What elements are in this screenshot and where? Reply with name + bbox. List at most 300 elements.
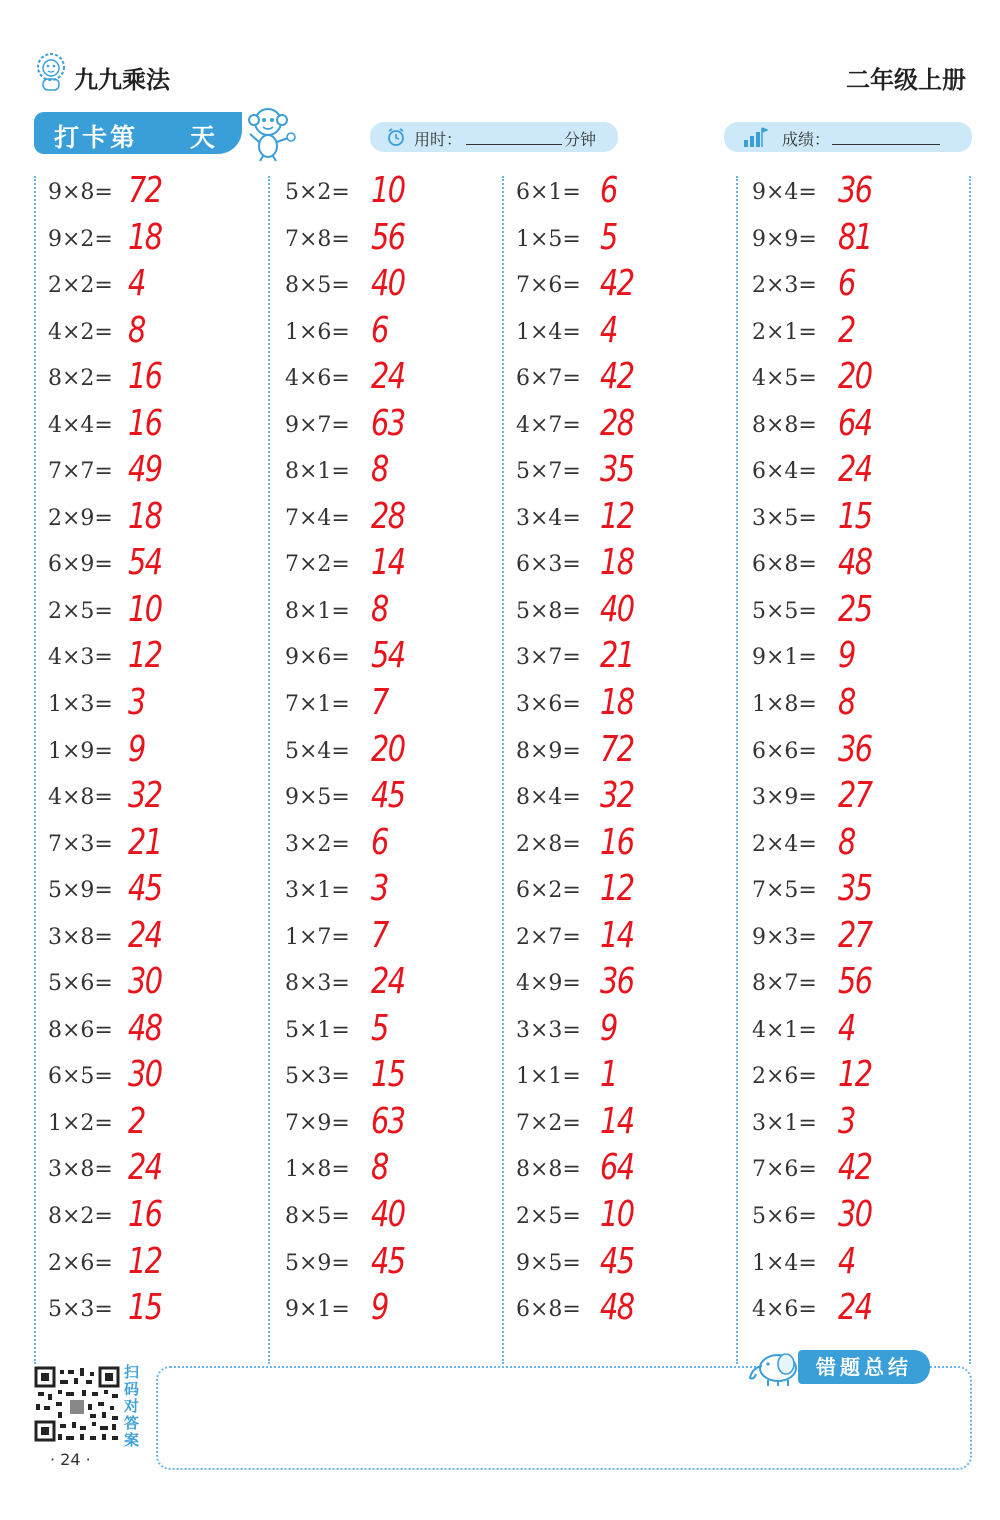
problem-row <box>516 172 738 219</box>
alarm-clock-icon <box>386 127 406 147</box>
problem-row <box>752 265 974 312</box>
problem-row <box>48 1289 270 1336</box>
problem-equation: 9×7= <box>285 412 350 438</box>
problem-equation: 4×3= <box>48 645 113 671</box>
handwritten-answer: 48 <box>600 1287 634 1329</box>
handwritten-answer: 40 <box>371 263 405 305</box>
problem-equation: 1×4= <box>752 1250 817 1276</box>
problem-row <box>516 1196 738 1243</box>
handwritten-answer: 49 <box>128 449 162 491</box>
problem-row <box>516 402 738 452</box>
problem-equation: 2×8= <box>516 831 581 857</box>
handwritten-answer: 10 <box>128 588 162 630</box>
problem-row <box>752 777 974 824</box>
problem-equation: 5×8= <box>516 598 581 624</box>
problem-equation: 2×5= <box>516 1204 581 1230</box>
problem-row <box>285 265 507 312</box>
handwritten-answer: 72 <box>600 728 634 770</box>
handwritten-answer: 18 <box>600 682 634 724</box>
elephant-mascot-icon <box>746 1348 804 1388</box>
handwritten-answer: 6 <box>838 263 855 305</box>
problem-row <box>516 963 738 1010</box>
handwritten-answer: 72 <box>128 170 162 211</box>
problem-row <box>285 1289 507 1336</box>
problem-equation: 5×9= <box>48 878 113 904</box>
handwritten-answer: 24 <box>371 356 405 398</box>
problem-row <box>48 402 270 452</box>
problem-equation: 3×8= <box>48 1157 113 1183</box>
problem-equation: 6×6= <box>752 738 817 764</box>
problem-row <box>752 544 974 591</box>
handwritten-answer: 3 <box>371 868 388 910</box>
problem-equation: 9×1= <box>752 645 817 671</box>
handwritten-answer: 4 <box>128 263 145 305</box>
problem-equation: 6×9= <box>48 552 113 578</box>
problem-row <box>285 495 507 545</box>
handwritten-answer: 45 <box>371 775 405 817</box>
problem-row <box>48 358 270 405</box>
problem-row <box>48 637 270 684</box>
handwritten-answer: 8 <box>838 682 855 724</box>
handwritten-answer: 14 <box>600 914 634 956</box>
problem-row <box>516 358 738 405</box>
problem-equation: 4×6= <box>285 366 350 392</box>
problem-equation: 1×7= <box>285 924 350 950</box>
problem-row <box>516 1100 738 1150</box>
handwritten-answer: 8 <box>371 588 388 630</box>
problem-row <box>752 495 974 545</box>
problem-equation: 9×1= <box>285 1297 350 1323</box>
checkin-banner <box>34 112 242 154</box>
handwritten-answer: 8 <box>838 821 855 863</box>
handwritten-answer: 56 <box>838 961 872 1003</box>
handwritten-answer: 1 <box>600 1054 617 1096</box>
problem-row <box>285 216 507 266</box>
handwritten-answer: 7 <box>371 914 388 956</box>
problem-column-4 <box>752 172 974 1336</box>
problem-equation: 7×9= <box>285 1110 350 1136</box>
time-blank[interactable] <box>466 126 562 145</box>
handwritten-answer: 12 <box>128 1240 162 1282</box>
problem-row <box>285 1149 507 1196</box>
problem-column-2 <box>285 172 507 1336</box>
problem-row <box>48 451 270 498</box>
handwritten-answer: 12 <box>600 868 634 910</box>
handwritten-answer: 6 <box>371 309 388 351</box>
problem-equation: 1×8= <box>752 692 817 718</box>
problem-equation: 5×7= <box>516 459 581 485</box>
problem-row <box>752 1196 974 1243</box>
problem-row <box>752 451 974 498</box>
scan-answer-text: 扫码对答案 <box>124 1363 140 1449</box>
problem-equation: 9×8= <box>48 180 113 205</box>
problem-row <box>48 963 270 1010</box>
problem-equation: 4×2= <box>48 319 113 345</box>
problem-row <box>48 1149 270 1196</box>
problem-row <box>48 1240 270 1290</box>
problem-row <box>285 402 507 452</box>
mistake-summary-label: 错题总结 <box>798 1350 930 1384</box>
problem-row <box>752 172 974 219</box>
problem-row <box>48 1196 270 1243</box>
problem-equation: 6×5= <box>48 1064 113 1090</box>
problem-row <box>752 684 974 731</box>
problem-equation: 9×6= <box>285 645 350 671</box>
problem-row <box>285 1056 507 1103</box>
problem-row <box>752 1056 974 1103</box>
problem-row <box>516 821 738 871</box>
handwritten-answer: 12 <box>128 635 162 677</box>
problem-row <box>285 914 507 964</box>
problem-equation: 1×9= <box>48 738 113 764</box>
handwritten-answer: 40 <box>600 588 634 630</box>
problem-equation: 3×8= <box>48 924 113 950</box>
problem-equation: 6×4= <box>752 459 817 485</box>
lion-mascot-icon <box>34 52 68 92</box>
problem-row <box>285 777 507 824</box>
score-field <box>724 122 972 152</box>
time-label: 用时： <box>414 130 463 149</box>
problem-equation: 1×5= <box>516 226 581 252</box>
problem-row <box>752 963 974 1010</box>
problem-row <box>516 265 738 312</box>
problem-row <box>516 1240 738 1290</box>
problem-row <box>48 265 270 312</box>
problem-equation: 5×3= <box>48 1297 113 1323</box>
problem-row <box>516 495 738 545</box>
problem-equation: 7×2= <box>285 552 350 578</box>
score-label: 成绩： <box>782 130 831 149</box>
problem-equation: 6×2= <box>516 878 581 904</box>
problem-row <box>285 544 507 591</box>
handwritten-answer: 4 <box>838 1240 855 1282</box>
problem-equation: 1×4= <box>516 319 581 345</box>
problem-equation: 3×3= <box>516 1017 581 1043</box>
handwritten-answer: 24 <box>128 1147 162 1189</box>
problem-row <box>752 870 974 917</box>
handwritten-answer: 10 <box>371 170 405 211</box>
problem-equation: 4×7= <box>516 412 581 438</box>
problem-row <box>48 172 270 219</box>
problem-row <box>752 1100 974 1150</box>
problem-row <box>516 588 738 638</box>
problem-equation: 4×1= <box>752 1017 817 1043</box>
problem-row <box>516 451 738 498</box>
problem-row <box>285 172 507 219</box>
handwritten-answer: 56 <box>371 216 405 258</box>
handwritten-answer: 5 <box>600 216 617 258</box>
handwritten-answer: 35 <box>600 449 634 491</box>
problem-row <box>285 728 507 778</box>
handwritten-answer: 21 <box>600 635 634 677</box>
problem-row <box>285 451 507 498</box>
problem-equation: 2×7= <box>516 924 581 950</box>
handwritten-answer: 28 <box>371 495 405 537</box>
problem-equation: 8×2= <box>48 1204 113 1230</box>
problem-row <box>285 963 507 1010</box>
handwritten-answer: 16 <box>128 356 162 398</box>
problem-equation: 9×4= <box>752 180 817 205</box>
problem-equation: 5×2= <box>285 180 350 205</box>
problem-row <box>48 684 270 731</box>
handwritten-answer: 8 <box>128 309 145 351</box>
problem-row <box>48 870 270 917</box>
problem-row <box>285 637 507 684</box>
handwritten-answer: 63 <box>371 402 405 444</box>
problem-equation: 1×8= <box>285 1157 350 1183</box>
problem-equation: 1×1= <box>516 1064 581 1090</box>
handwritten-answer: 32 <box>128 775 162 817</box>
problem-equation: 9×3= <box>752 924 817 950</box>
problem-equation: 2×6= <box>48 1250 113 1276</box>
problem-equation: 5×6= <box>752 1204 817 1230</box>
handwritten-answer: 45 <box>600 1240 634 1282</box>
problem-equation: 6×8= <box>752 552 817 578</box>
problem-equation: 3×1= <box>285 878 350 904</box>
handwritten-answer: 2 <box>128 1100 145 1142</box>
handwritten-answer: 10 <box>600 1194 634 1236</box>
problem-equation: 2×9= <box>48 505 113 531</box>
problem-row <box>752 309 974 359</box>
problem-equation: 7×2= <box>516 1110 581 1136</box>
handwritten-answer: 3 <box>128 682 145 724</box>
problem-equation: 1×3= <box>48 692 113 718</box>
handwritten-answer: 45 <box>371 1240 405 1282</box>
problem-row <box>752 914 974 964</box>
handwritten-answer: 4 <box>600 309 617 351</box>
problem-equation: 3×9= <box>752 785 817 811</box>
qr-code-icon[interactable] <box>34 1366 120 1442</box>
handwritten-answer: 9 <box>371 1287 388 1329</box>
problem-row <box>516 1149 738 1196</box>
problem-row <box>516 216 738 266</box>
problem-row <box>752 216 974 266</box>
problem-equation: 2×1= <box>752 319 817 345</box>
problem-equation: 9×9= <box>752 226 817 252</box>
handwritten-answer: 8 <box>371 449 388 491</box>
problem-equation: 4×6= <box>752 1297 817 1323</box>
handwritten-answer: 42 <box>838 1147 872 1189</box>
handwritten-answer: 12 <box>838 1054 872 1096</box>
handwritten-answer: 18 <box>128 495 162 537</box>
problem-row <box>48 777 270 824</box>
problem-equation: 2×5= <box>48 598 113 624</box>
problem-equation: 6×8= <box>516 1297 581 1323</box>
problem-equation: 8×8= <box>516 1157 581 1183</box>
problem-row <box>285 358 507 405</box>
handwritten-answer: 63 <box>371 1100 405 1142</box>
problem-equation: 8×5= <box>285 1204 350 1230</box>
handwritten-answer: 40 <box>371 1194 405 1236</box>
problem-equation: 5×6= <box>48 971 113 997</box>
problem-equation: 8×2= <box>48 366 113 392</box>
problem-equation: 2×2= <box>48 273 113 299</box>
problem-row <box>752 728 974 778</box>
problem-equation: 4×9= <box>516 971 581 997</box>
problem-row <box>752 588 974 638</box>
problem-row <box>48 588 270 638</box>
problem-row <box>48 309 270 359</box>
problem-equation: 3×7= <box>516 645 581 671</box>
handwritten-answer: 48 <box>838 542 872 584</box>
handwritten-answer: 7 <box>371 682 388 724</box>
handwritten-answer: 30 <box>128 961 162 1003</box>
handwritten-answer: 35 <box>838 868 872 910</box>
problem-row <box>48 728 270 778</box>
problem-row <box>752 1289 974 1336</box>
handwritten-answer: 42 <box>600 263 634 305</box>
problem-column-1 <box>48 172 270 1336</box>
problem-equation: 8×8= <box>752 412 817 438</box>
problem-row <box>516 544 738 591</box>
handwritten-answer: 3 <box>838 1100 855 1142</box>
handwritten-answer: 12 <box>600 495 634 537</box>
problem-equation: 7×5= <box>752 878 817 904</box>
problem-row <box>48 1007 270 1057</box>
problem-row <box>285 588 507 638</box>
problem-equation: 7×7= <box>48 459 113 485</box>
problem-column-3 <box>516 172 738 1336</box>
page-title: 九九乘法 <box>74 66 170 94</box>
handwritten-answer: 20 <box>838 356 872 398</box>
problem-row <box>752 358 974 405</box>
problem-row <box>516 870 738 917</box>
handwritten-answer: 64 <box>838 402 872 444</box>
problem-equation: 6×3= <box>516 552 581 578</box>
problem-equation: 5×5= <box>752 598 817 624</box>
handwritten-answer: 27 <box>838 914 872 956</box>
problem-row <box>285 870 507 917</box>
problem-equation: 7×6= <box>752 1157 817 1183</box>
column-divider <box>34 176 36 1364</box>
monkey-mascot-icon <box>242 104 298 162</box>
handwritten-answer: 45 <box>128 868 162 910</box>
problem-row <box>752 1240 974 1290</box>
problem-row <box>516 1056 738 1103</box>
handwritten-answer: 15 <box>371 1054 405 1096</box>
handwritten-answer: 9 <box>838 635 855 677</box>
problem-equation: 7×6= <box>516 273 581 299</box>
handwritten-answer: 9 <box>600 1007 617 1049</box>
problem-equation: 5×1= <box>285 1017 350 1043</box>
problem-equation: 7×4= <box>285 505 350 531</box>
problem-row <box>285 821 507 871</box>
problem-equation: 8×1= <box>285 598 350 624</box>
handwritten-answer: 5 <box>371 1007 388 1049</box>
problem-row <box>516 637 738 684</box>
problem-row <box>48 1056 270 1103</box>
problem-row <box>48 1100 270 1150</box>
handwritten-answer: 24 <box>371 961 405 1003</box>
handwritten-answer: 21 <box>128 821 162 863</box>
handwritten-answer: 14 <box>371 542 405 584</box>
page-header <box>34 52 970 102</box>
problem-row <box>285 1100 507 1150</box>
problem-equation: 7×1= <box>285 692 350 718</box>
problem-equation: 1×2= <box>48 1110 113 1136</box>
problem-row <box>516 1289 738 1336</box>
problem-row <box>48 495 270 545</box>
problem-equation: 2×6= <box>752 1064 817 1090</box>
problem-row <box>516 777 738 824</box>
problem-equation: 3×6= <box>516 692 581 718</box>
problem-equation: 8×9= <box>516 738 581 764</box>
problem-equation: 9×2= <box>48 226 113 252</box>
problem-row <box>48 821 270 871</box>
handwritten-answer: 32 <box>600 775 634 817</box>
handwritten-answer: 42 <box>600 356 634 398</box>
handwritten-answer: 24 <box>838 1287 872 1329</box>
problem-equation: 8×7= <box>752 971 817 997</box>
handwritten-answer: 15 <box>838 495 872 537</box>
problem-equation: 4×4= <box>48 412 113 438</box>
problem-equation: 5×3= <box>285 1064 350 1090</box>
handwritten-answer: 81 <box>838 216 872 258</box>
handwritten-answer: 24 <box>838 449 872 491</box>
handwritten-answer: 20 <box>371 728 405 770</box>
grade-label: 二年级上册 <box>846 66 966 94</box>
problem-row <box>48 544 270 591</box>
problem-equation: 3×4= <box>516 505 581 531</box>
problem-row <box>285 1007 507 1057</box>
problem-equation: 3×5= <box>752 505 817 531</box>
problem-equation: 6×1= <box>516 180 581 205</box>
problem-equation: 7×3= <box>48 831 113 857</box>
problem-equation: 9×5= <box>516 1250 581 1276</box>
checkin-label: 打卡第 <box>54 123 139 152</box>
handwritten-answer: 36 <box>600 961 634 1003</box>
problem-row <box>285 309 507 359</box>
problem-row <box>285 1196 507 1243</box>
problem-row <box>752 402 974 452</box>
problem-equation: 8×3= <box>285 971 350 997</box>
problem-row <box>752 1149 974 1196</box>
handwritten-answer: 18 <box>128 216 162 258</box>
time-field <box>370 122 618 152</box>
handwritten-answer: 2 <box>838 309 855 351</box>
problem-equation: 8×4= <box>516 785 581 811</box>
problem-row <box>48 914 270 964</box>
handwritten-answer: 6 <box>371 821 388 863</box>
problem-equation: 2×3= <box>752 273 817 299</box>
handwritten-answer: 16 <box>128 402 162 444</box>
handwritten-answer: 54 <box>128 542 162 584</box>
problem-row <box>285 1240 507 1290</box>
handwritten-answer: 48 <box>128 1007 162 1049</box>
bar-chart-icon <box>742 126 768 148</box>
problem-row <box>516 309 738 359</box>
handwritten-answer: 36 <box>838 170 872 211</box>
problem-equation: 8×1= <box>285 459 350 485</box>
handwritten-answer: 24 <box>128 914 162 956</box>
problem-row <box>285 684 507 731</box>
time-unit: 分钟 <box>564 130 597 149</box>
handwritten-answer: 36 <box>838 728 872 770</box>
checkin-unit: 天 <box>190 123 216 152</box>
problem-equation: 8×6= <box>48 1017 113 1043</box>
problem-equation: 3×2= <box>285 831 350 857</box>
problem-equation: 5×4= <box>285 738 350 764</box>
problem-equation: 2×4= <box>752 831 817 857</box>
handwritten-answer: 16 <box>600 821 634 863</box>
handwritten-answer: 14 <box>600 1100 634 1142</box>
problem-equation: 6×7= <box>516 366 581 392</box>
problem-row <box>752 637 974 684</box>
score-blank[interactable] <box>832 126 940 145</box>
problem-equation: 4×8= <box>48 785 113 811</box>
problem-row <box>516 728 738 778</box>
handwritten-answer: 15 <box>128 1287 162 1329</box>
